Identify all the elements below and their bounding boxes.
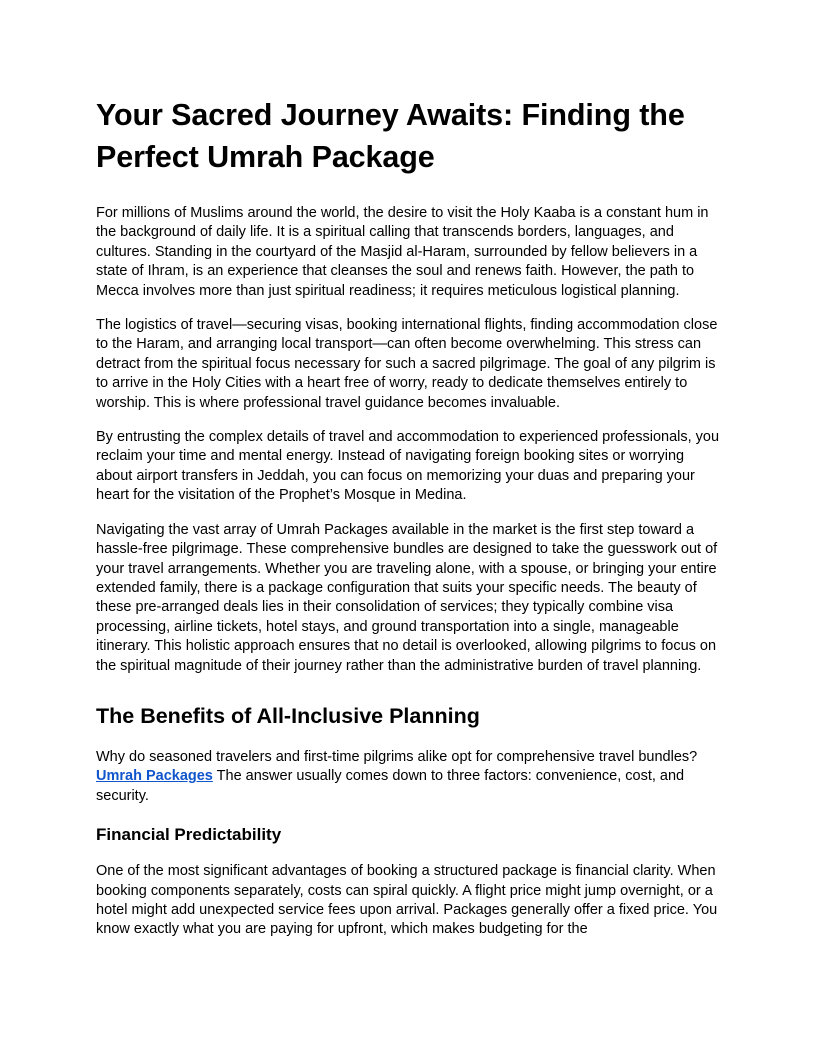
benefits-intro-paragraph bbox=[96, 748, 722, 806]
financial-heading: Financial Predictability bbox=[96, 825, 282, 845]
document-title: Your Sacred Journey Awaits: Finding the Perfect Umrah Package bbox=[96, 98, 685, 174]
benefits-heading: The Benefits of All-Inclusive Planning bbox=[96, 703, 480, 728]
logistics-paragraph: The logistics of travel—securing visas, booking international flights, finding accommodation close to the Haram, and arranging local transport—can often become overwhelming. This stress can detract from the spiritual focus necessary for such a sacred pilgrimage. The goal of any pilgrim is to arrive in the Holy Cities with a heart free of worry, ready to dedicate themselves entirely to worship. This is where professional travel guidance becomes invaluable. bbox=[96, 317, 718, 411]
packages-paragraph: Navigating the vast array of Umrah Packages available in the market is the first step toward a hassle-free pilgrimage. These comprehensive bundles are designed to take the guesswork out of your travel arrangements. Whether you are traveling alone, with a spouse, or bringing your entire extended family, there is a package configuration that suits your specific needs. The beauty of these pre-arranged deals lies in their consolidation of services; they typically combine visa processing, airline tickets, hotel stays, and ground transportation into a single, manageable itinerary. This holistic approach ensures that no detail is overlooked, allowing pilgrims to focus on the spiritual magnitude of their journey rather than the administrative burden of travel planning. bbox=[96, 521, 718, 674]
document-page bbox=[96, 94, 722, 955]
financial-paragraph: One of the most significant advantages of booking a structured package is financial clarity. When booking components separately, costs can spiral quickly. A flight price might jump overnight, or a hotel might add unexpected service fees upon arrival. Packages generally offer a fixed price. You know exactly what you are paying for upfront, which makes budgeting for the bbox=[96, 863, 718, 938]
intro-paragraph: For millions of Muslims around the world, the desire to visit the Holy Kaaba is a constant hum in the background of daily life. It is a spiritual calling that transcends borders, languages, and cultures. Standing in the courtyard of the Masjid al-Haram, surrounded by fellow believers in a state of Ihram, is an experience that cleanses the soul and renews faith. However, the path to Mecca involves more than just spiritual readiness; it requires meticulous logistical planning. bbox=[96, 205, 709, 299]
entrusting-paragraph: By entrusting the complex details of travel and accommodation to experienced professionals, you reclaim your time and mental energy. Instead of navigating foreign booking sites or worrying about airport transfers in Jeddah, you can focus on memorizing your duas and preparing your heart for the visitation of the Prophet’s Mosque in Medina. bbox=[96, 429, 720, 504]
benefits-intro-text-continued: The answer usually comes down to three factors: convenience, cost, and security. bbox=[96, 768, 685, 804]
benefits-intro-text: Why do seasoned travelers and first-time pilgrims alike opt for comprehensive travel bundles? bbox=[96, 748, 698, 765]
umrah-packages-link[interactable]: Umrah Packages bbox=[96, 768, 213, 785]
